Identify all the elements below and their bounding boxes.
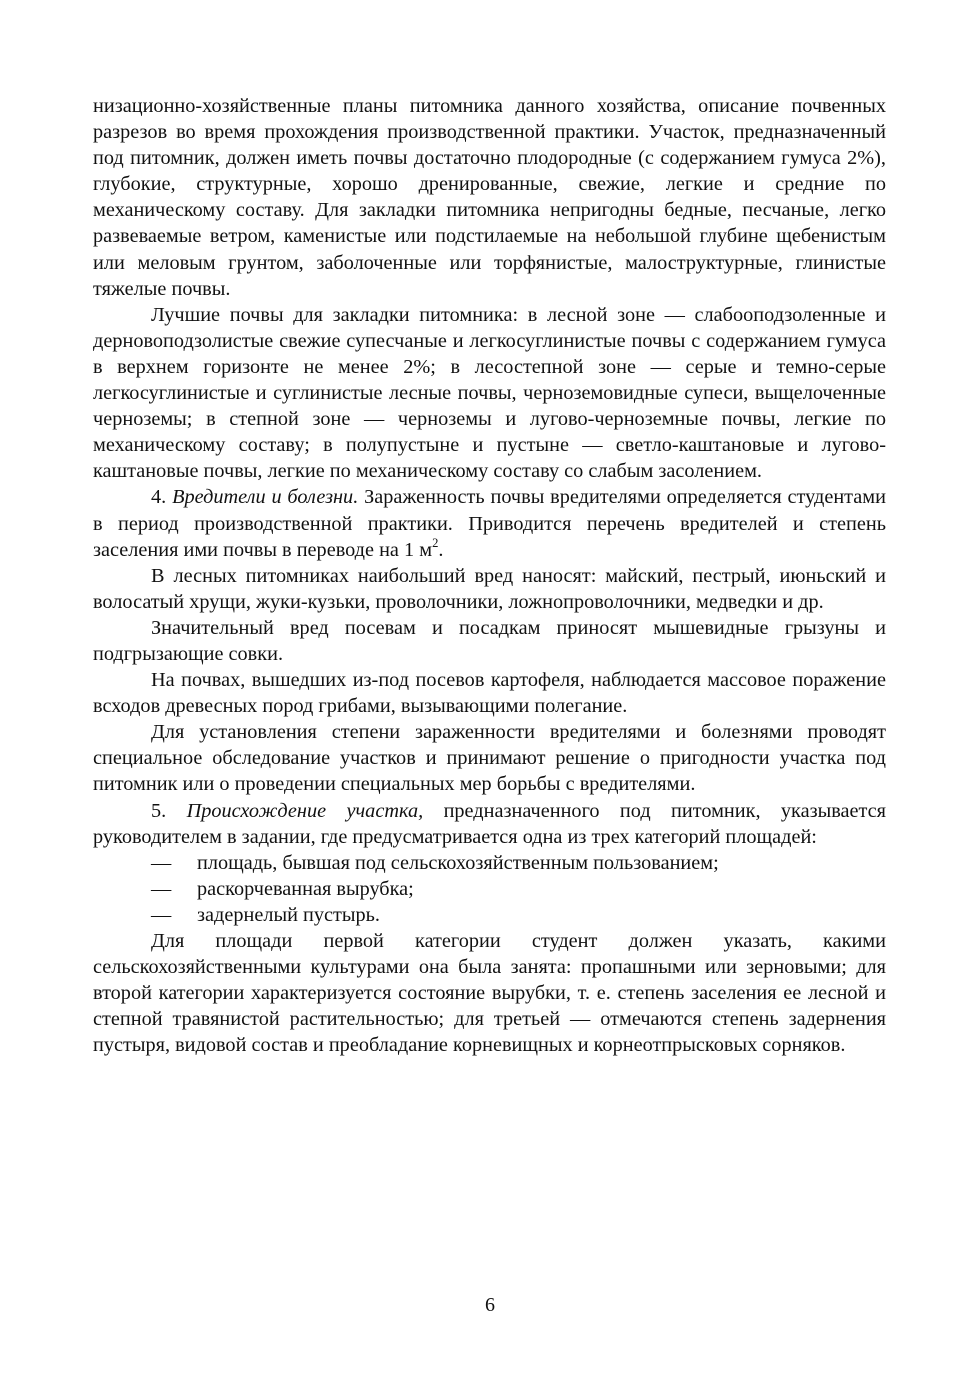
dash-marker: —	[151, 851, 172, 874]
list-item-text: площадь, бывшая под сельскохозяйственным пользованием;	[197, 851, 719, 874]
section-number: 5.	[151, 799, 167, 822]
paragraph-tail: .	[438, 538, 444, 561]
paragraph-text: предназначенного под питомник, указывается руководителем в задании, где предусматривается одна из трех категорий площадей:	[93, 799, 886, 848]
dash-marker: —	[151, 877, 172, 900]
paragraph-category-details: Для площади первой категории студент должен указать, какими сельскохозяйственными культурами она была занята: пропашными или зерновыми; для второй категории характеризуется состояние вырубки, т. е. степень заселения ее лесной и степной травянистой растительностью; для третьей — отмечаются степень задернения пустыря, видовой состав и преобладание корневищных и корнеотпрысковых сорняков.	[93, 930, 886, 1057]
paragraph-rodents: Значительный вред посевам и посадкам приносят мышевидные грызуны и подгрызающие совки.	[93, 616, 886, 665]
page-body	[93, 93, 886, 1058]
paragraph-text: Зараженность почвы вредителями определяется студентами в период производственной практики. Приводится перечень вредителей и степень заселения ими почвы в переводе на 1 м	[93, 486, 886, 561]
section-number: 4.	[151, 486, 167, 509]
list-item	[93, 902, 886, 928]
section-heading-italic: Происхождение участка,	[186, 799, 424, 822]
paragraph-fungi: На почвах, вышедших из-под посевов картофеля, наблюдается массовое поражение всходов древесных пород грибами, вызывающими полегание.	[93, 669, 886, 718]
paragraph-survey: Для установления степени зараженности вредителями и болезнями проводят специальное обследование участков и принимают решение о пригодности участка под питомник или о проведении специальных мер борьбы с вредителями.	[93, 721, 886, 796]
paragraph-site-origin	[93, 798, 886, 850]
superscript: 2	[432, 536, 439, 551]
list-item	[93, 850, 886, 876]
paragraph-pests-and-diseases	[93, 484, 886, 562]
page-number: 6	[485, 1294, 495, 1316]
category-list	[93, 850, 886, 928]
dash-marker: —	[151, 903, 172, 926]
paragraph-nursery-soil-requirements: низационно-хозяйственные планы питомника данного хозяйства, описание почвенных разрезов во время прохождения производственной практики. Участок, предназначенный под питомник, должен иметь почвы достаточно плодородные (с содержанием гумуса 2%), глубокие, структурные, хорошо дренированные, свежие, легкие и средние по механическому составу. Для закладки питомника непригодны бедные, песчаные, легко развеваемые ветром, каменистые или подстилаемые на небольшой глубине щебенистым или меловым грунтом, заболоченные или торфянистые, малоструктурные, глинистые тяжелые почвы.	[93, 95, 886, 300]
paragraph-nursery-pests: В лесных питомниках наибольший вред наносят: майский, пестрый, июньский и волосатый хрущи, жуки-кузьки, проволочники, ложнопроволочники, медведки и др.	[93, 564, 886, 613]
section-heading-italic: Вредители и болезни.	[172, 486, 359, 509]
list-item-text: раскорчеванная вырубка;	[197, 877, 414, 900]
paragraph-best-soils: Лучшие почвы для закладки питомника: в лесной зоне — слабооподзоленные и дерновоподзолистые свежие супесчаные и легкосуглинистые почвы с содержанием гумуса в верхнем горизонте не менее 2%; в лесостепной зоне — серые и темно-серые легкосуглинистые и суглинистые лесные почвы, черноземовидные супеси, выщелоченные черноземы; в степной зоне — черноземы и лугово-черноземные почвы, легкие по механическому составу; в полупустыне и пустыне — светло-каштановые и лугово-каштановые почвы, легкие по механическому составу со слабым засолением.	[93, 303, 886, 483]
list-item	[93, 876, 886, 902]
list-item-text: задернелый пустырь.	[197, 903, 380, 926]
